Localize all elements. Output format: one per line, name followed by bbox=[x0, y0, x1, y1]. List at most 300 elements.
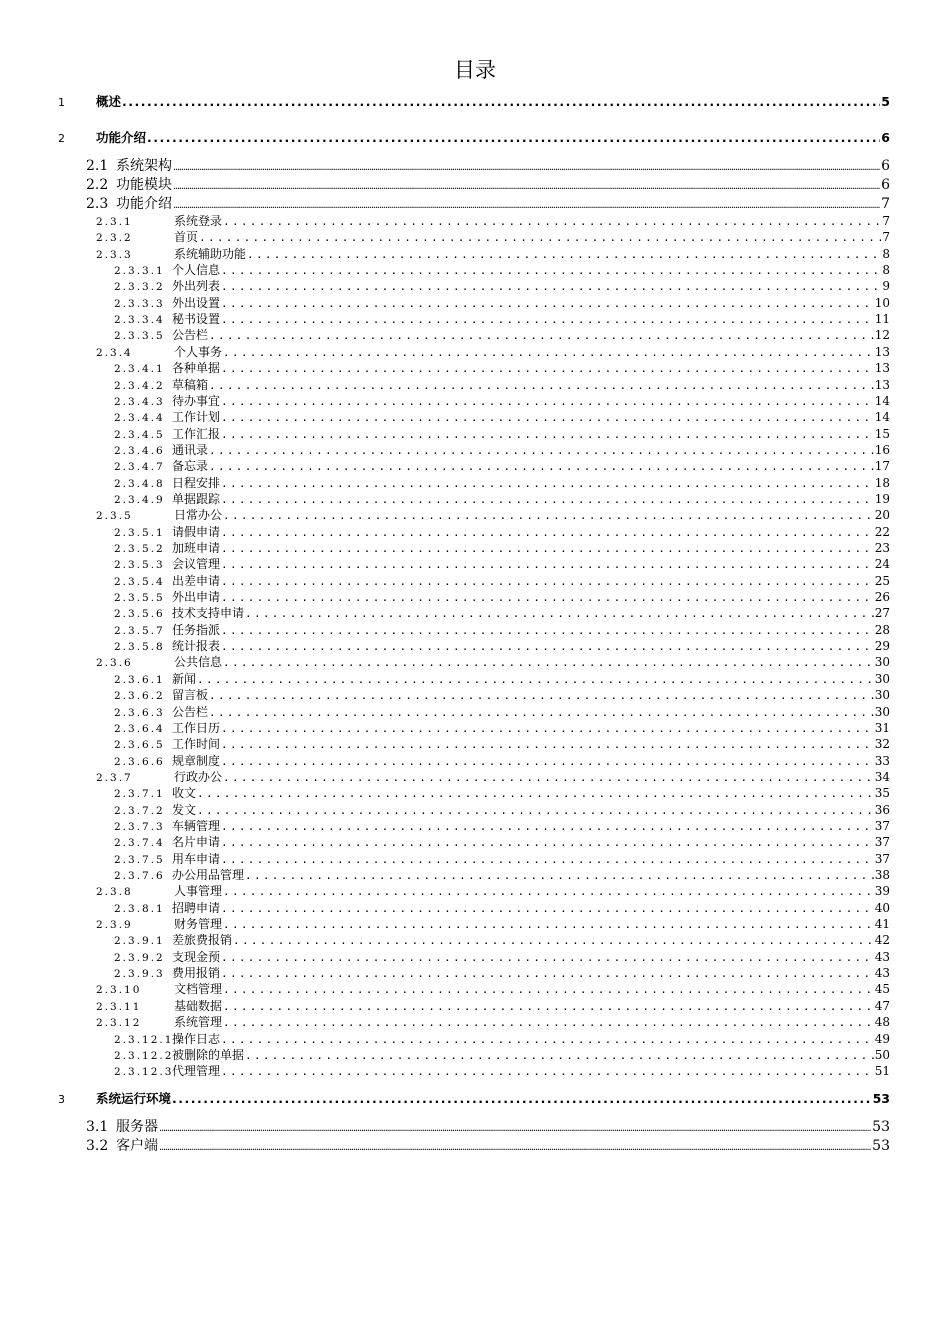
toc-entry-page-number: 14 bbox=[874, 410, 890, 425]
toc-entry[interactable] bbox=[96, 768, 890, 784]
toc-entry[interactable] bbox=[114, 539, 890, 555]
toc-dot-leader bbox=[221, 477, 874, 490]
toc-dot-leader bbox=[221, 395, 874, 408]
toc-dot-leader bbox=[221, 297, 874, 310]
toc-entry-label: 单据跟踪 bbox=[172, 491, 221, 506]
toc-entry-page-number: 49 bbox=[874, 1031, 890, 1046]
toc-entry[interactable] bbox=[114, 376, 890, 392]
toc-dot-leader bbox=[197, 787, 874, 800]
toc-entry-label: 外出列表 bbox=[172, 279, 221, 294]
toc-dot-leader bbox=[221, 836, 874, 849]
toc-entry-page-number: 23 bbox=[874, 541, 890, 555]
toc-entry-label: 概述 bbox=[96, 94, 122, 109]
toc-entry[interactable] bbox=[114, 850, 890, 866]
toc-entry-label: 功能模块 bbox=[116, 177, 172, 193]
toc-entry-page-number: 16 bbox=[874, 442, 890, 457]
toc-entry[interactable] bbox=[114, 833, 890, 849]
toc-entry-page-number: 29 bbox=[874, 639, 890, 654]
toc-entry-page-number: 7 bbox=[882, 214, 890, 228]
toc-entry-page-number: 53 bbox=[872, 1091, 890, 1106]
toc-entry-page-number: 5 bbox=[881, 94, 890, 109]
toc-entry-number: 2.3.7.1 bbox=[114, 788, 165, 801]
toc-entry[interactable] bbox=[96, 915, 890, 931]
toc-dot-leader bbox=[223, 346, 874, 359]
toc-entry-number: 2.3.7.3 bbox=[114, 820, 165, 833]
toc-entry[interactable] bbox=[114, 310, 890, 326]
toc-entry-label: 公告栏 bbox=[172, 328, 209, 343]
toc-entry-page-number: 20 bbox=[874, 508, 890, 523]
toc-entry-number: 2.3.9 bbox=[96, 919, 133, 932]
toc-entry-page-number: 19 bbox=[874, 491, 890, 506]
toc-entry-number: 2.3.4.4 bbox=[114, 412, 165, 425]
toc-dot-leader bbox=[221, 575, 874, 588]
toc-entry-page-number: 13 bbox=[874, 344, 890, 359]
toc-dot-leader bbox=[221, 280, 881, 293]
toc-entry[interactable] bbox=[114, 490, 890, 506]
toc-entry-number: 2.3.3 bbox=[96, 248, 133, 261]
toc-entry[interactable] bbox=[114, 931, 890, 947]
toc-entry[interactable] bbox=[114, 752, 890, 768]
toc-entry-page-number: 31 bbox=[874, 720, 890, 735]
toc-entry-label: 个人事务 bbox=[174, 344, 223, 359]
toc-entry-number: 2.3.2 bbox=[96, 232, 133, 245]
toc-dot-leader bbox=[173, 162, 880, 173]
toc-entry-label: 个人信息 bbox=[172, 263, 221, 278]
toc-entry-label: 技术支持申请 bbox=[172, 606, 245, 621]
toc-entry-number: 3 bbox=[58, 1093, 65, 1106]
toc-dot-leader bbox=[221, 902, 874, 915]
toc-entry-page-number: 25 bbox=[874, 573, 890, 588]
toc-entry[interactable] bbox=[96, 997, 890, 1013]
toc-entry-page-number: 50 bbox=[874, 1047, 890, 1062]
toc-entry[interactable] bbox=[114, 425, 890, 441]
toc-entry[interactable] bbox=[96, 212, 890, 228]
toc-entry-label: 备忘录 bbox=[172, 459, 209, 474]
toc-entry-label: 任务指派 bbox=[172, 622, 221, 637]
toc-entry-number: 2.3.4.9 bbox=[114, 493, 165, 506]
toc-entry-page-number: 7 bbox=[881, 196, 890, 212]
toc-entry-label: 规章制度 bbox=[172, 753, 221, 768]
toc-entry-page-number: 22 bbox=[874, 524, 890, 539]
toc-entry-number: 2.3.6.6 bbox=[114, 755, 165, 768]
toc-dot-leader bbox=[221, 640, 874, 653]
toc-entry-label: 办公用品管理 bbox=[172, 868, 245, 882]
toc-entry-page-number: 37 bbox=[874, 818, 890, 833]
toc-entry[interactable] bbox=[114, 899, 890, 915]
toc-entry[interactable] bbox=[114, 474, 890, 490]
toc-entry-label: 代理管理 bbox=[172, 1064, 221, 1079]
toc-entry-number: 2.3.7.2 bbox=[114, 804, 165, 817]
toc-entry-page-number: 24 bbox=[874, 557, 890, 572]
toc-entry-label: 秘书设置 bbox=[172, 312, 221, 327]
toc-entry-number: 2.3.5.1 bbox=[114, 526, 165, 539]
toc-entry-number: 2.3.3.3 bbox=[114, 297, 165, 310]
toc-entry-page-number: 13 bbox=[874, 377, 890, 392]
toc-entry[interactable] bbox=[96, 506, 890, 522]
toc-entry-label: 发文 bbox=[172, 802, 197, 817]
toc-entry-label: 工作汇报 bbox=[172, 426, 221, 441]
toc-entry-label: 车辆管理 bbox=[172, 818, 221, 833]
toc-entry-number: 2.3.12.1 bbox=[114, 1033, 174, 1046]
toc-entry-number: 2.3.5.6 bbox=[114, 608, 165, 621]
toc-entry-page-number: 53 bbox=[872, 1119, 890, 1135]
toc-entry-page-number: 36 bbox=[874, 802, 890, 817]
toc-entry[interactable] bbox=[86, 1135, 890, 1154]
toc-dot-leader bbox=[221, 526, 874, 539]
toc-dot-leader bbox=[221, 313, 874, 326]
toc-entry-page-number: 40 bbox=[874, 900, 890, 915]
toc-entry-label: 名片申请 bbox=[172, 835, 221, 850]
toc-entry-number: 2.3 bbox=[86, 196, 109, 212]
toc-entry[interactable] bbox=[114, 719, 890, 735]
toc-dot-leader bbox=[223, 983, 874, 996]
toc-entry-label: 财务管理 bbox=[174, 917, 223, 932]
toc-entry[interactable] bbox=[86, 193, 890, 212]
toc-entry-label: 客户端 bbox=[116, 1138, 158, 1154]
toc-entry-label: 日常办公 bbox=[174, 508, 223, 523]
toc-entry-label: 各种单据 bbox=[172, 361, 221, 376]
toc-dot-leader bbox=[209, 444, 874, 457]
toc-entry-number: 2.3.3.2 bbox=[114, 281, 165, 294]
toc-entry[interactable] bbox=[114, 572, 890, 588]
toc-dot-leader bbox=[221, 738, 874, 751]
toc-entry-label: 系统架构 bbox=[116, 158, 172, 174]
toc-entry-page-number: 38 bbox=[874, 868, 890, 882]
toc-entry[interactable] bbox=[114, 1062, 890, 1078]
toc-entry-number: 2.3.9.2 bbox=[114, 951, 165, 964]
toc-entry-label: 服务器 bbox=[116, 1119, 158, 1135]
toc-dot-leader bbox=[245, 1049, 874, 1062]
toc-entry-page-number: 33 bbox=[874, 753, 890, 768]
toc-entry-label: 招聘申请 bbox=[172, 900, 221, 915]
toc-dot-leader bbox=[159, 1123, 871, 1134]
toc-entry[interactable] bbox=[114, 604, 890, 620]
toc-entry-page-number: 18 bbox=[874, 475, 890, 490]
toc-dot-leader bbox=[209, 329, 874, 342]
toc-entry-page-number: 34 bbox=[874, 769, 890, 784]
toc-entry[interactable] bbox=[114, 637, 890, 653]
toc-entry[interactable] bbox=[58, 128, 890, 146]
toc-entry-label: 收文 bbox=[172, 786, 197, 801]
toc-entry-number: 2.3.4.3 bbox=[114, 395, 165, 408]
toc-entry-number: 2.3.7.4 bbox=[114, 837, 165, 850]
toc-entry[interactable] bbox=[96, 228, 890, 244]
toc-entry-page-number: 9 bbox=[882, 279, 890, 294]
toc-entry[interactable] bbox=[86, 1116, 890, 1135]
toc-entry-number: 2.3.4.1 bbox=[114, 363, 165, 376]
toc-dot-leader bbox=[221, 411, 874, 424]
toc-entry-number: 3.2 bbox=[86, 1138, 109, 1154]
toc-entry[interactable] bbox=[114, 1046, 890, 1062]
toc-dot-leader bbox=[147, 130, 880, 145]
toc-dot-leader bbox=[159, 1142, 871, 1153]
toc-entry-page-number: 30 bbox=[874, 671, 890, 686]
toc-entry-label: 公告栏 bbox=[172, 704, 209, 719]
toc-dot-leader bbox=[223, 1000, 874, 1013]
toc-dot-leader bbox=[197, 804, 874, 817]
toc-entry-number: 1 bbox=[58, 96, 65, 109]
toc-entry[interactable] bbox=[114, 457, 890, 473]
toc-dot-leader bbox=[221, 264, 881, 277]
toc-entry[interactable] bbox=[114, 523, 890, 539]
toc-entry[interactable] bbox=[114, 866, 890, 882]
toc-entry-label: 留言板 bbox=[172, 688, 209, 703]
toc-entry-page-number: 13 bbox=[874, 361, 890, 376]
toc-dot-leader bbox=[173, 181, 880, 192]
toc-entry-number: 2.3.6 bbox=[96, 657, 133, 670]
toc-entry-label: 文档管理 bbox=[174, 982, 223, 997]
toc-entry[interactable] bbox=[114, 670, 890, 686]
toc-entry-number: 2.3.7.6 bbox=[114, 870, 165, 882]
toc-entry-label: 系统运行环境 bbox=[96, 1091, 172, 1106]
toc-dot-leader bbox=[221, 853, 874, 866]
toc-entry-number: 2.3.8 bbox=[96, 886, 133, 899]
toc-dot-leader bbox=[223, 771, 874, 784]
toc-entry[interactable] bbox=[114, 294, 890, 310]
toc-entry[interactable] bbox=[96, 980, 890, 996]
toc-entry-label: 操作日志 bbox=[172, 1031, 221, 1046]
toc-entry-page-number: 15 bbox=[874, 426, 890, 441]
toc-entry-label: 费用报销 bbox=[172, 966, 221, 981]
toc-entry-number: 2.3.6.1 bbox=[114, 673, 165, 686]
toc-dot-leader bbox=[233, 934, 874, 947]
toc-entry-number: 2.3.11 bbox=[96, 1000, 142, 1013]
toc-entry-label: 草稿箱 bbox=[172, 377, 209, 392]
toc-entry-label: 请假申请 bbox=[172, 524, 221, 539]
toc-entry[interactable] bbox=[58, 92, 890, 110]
toc-entry[interactable] bbox=[114, 801, 890, 817]
toc-entry-number: 2.3.8.1 bbox=[114, 902, 165, 915]
toc-entry-page-number: 30 bbox=[874, 655, 890, 670]
toc-dot-leader bbox=[221, 722, 874, 735]
toc-entry-label: 系统登录 bbox=[174, 214, 223, 228]
toc-dot-leader bbox=[223, 215, 881, 228]
toc-entry-page-number: 37 bbox=[874, 835, 890, 850]
toc-entry[interactable] bbox=[86, 155, 890, 174]
toc-dot-leader bbox=[247, 248, 881, 261]
toc-dot-leader bbox=[221, 1033, 874, 1046]
toc-entry-label: 系统管理 bbox=[174, 1015, 223, 1030]
toc-entry[interactable] bbox=[114, 1030, 890, 1046]
toc-entry-label: 被删除的单据 bbox=[172, 1047, 245, 1062]
toc-entry-number: 2.3.3.5 bbox=[114, 330, 165, 343]
toc-dot-leader bbox=[122, 94, 880, 109]
toc-entry-page-number: 42 bbox=[874, 933, 890, 948]
toc-dot-leader bbox=[172, 1091, 872, 1106]
toc-entry-label: 工作计划 bbox=[172, 410, 221, 425]
toc-entry-page-number: 6 bbox=[881, 130, 890, 145]
toc-entry-label: 加班申请 bbox=[172, 541, 221, 555]
toc-entry-label: 待办事宜 bbox=[172, 393, 221, 408]
toc-entry[interactable] bbox=[58, 1089, 890, 1107]
toc-entry-label: 功能介绍 bbox=[96, 130, 147, 145]
toc-entry-number: 2.3.5.4 bbox=[114, 575, 165, 588]
toc-entry-number: 2.1 bbox=[86, 158, 109, 174]
toc-dot-leader bbox=[209, 379, 874, 392]
toc-dot-leader bbox=[221, 755, 874, 768]
toc-entry-label: 差旅费报销 bbox=[172, 933, 233, 948]
toc-entry[interactable] bbox=[114, 703, 890, 719]
toc-entry-number: 2.3.4.6 bbox=[114, 444, 165, 457]
toc-entry-number: 2.3.3.1 bbox=[114, 265, 165, 278]
toc-entry-number: 2.3.12 bbox=[96, 1017, 142, 1030]
toc-dot-leader bbox=[221, 624, 874, 637]
toc-entry-label: 外出设置 bbox=[172, 295, 221, 310]
toc-entry-number: 2.3.12.2 bbox=[114, 1049, 174, 1062]
toc-dot-leader bbox=[223, 1016, 874, 1029]
toc-entry-page-number: 30 bbox=[874, 704, 890, 719]
toc-entry-number: 2.3.12.3 bbox=[114, 1066, 174, 1079]
toc-entry-label: 新闻 bbox=[172, 671, 197, 686]
toc-entry-number: 2.3.6.3 bbox=[114, 706, 165, 719]
toc-entry-number: 2.3.5.2 bbox=[114, 543, 165, 555]
toc-entry[interactable] bbox=[114, 621, 890, 637]
toc-entry[interactable] bbox=[114, 948, 890, 964]
toc-entry-page-number: 17 bbox=[874, 459, 890, 474]
toc-entry-number: 2.3.4.8 bbox=[114, 477, 165, 490]
toc-dot-leader bbox=[221, 951, 874, 964]
toc-entry[interactable] bbox=[114, 817, 890, 833]
toc-entry-page-number: 14 bbox=[874, 393, 890, 408]
toc-entry-page-number: 26 bbox=[874, 590, 890, 605]
toc-dot-leader bbox=[221, 967, 874, 980]
toc-entry-label: 通讯录 bbox=[172, 442, 209, 457]
toc-entry-number: 2.3.4.5 bbox=[114, 428, 165, 441]
toc-entry-label: 外出申请 bbox=[172, 590, 221, 605]
toc-entry-number: 2.3.6.5 bbox=[114, 739, 165, 752]
toc-entry-page-number: 37 bbox=[874, 851, 890, 866]
toc-dot-leader bbox=[221, 1065, 874, 1078]
toc-entry[interactable] bbox=[114, 359, 890, 375]
toc-entry-number: 2.3.7.5 bbox=[114, 853, 165, 866]
toc-entry[interactable] bbox=[114, 326, 890, 342]
toc-entry-number: 2.3.4.2 bbox=[114, 379, 165, 392]
toc-entry-number: 2.3.5.8 bbox=[114, 641, 165, 654]
toc-dot-leader bbox=[223, 885, 874, 898]
toc-entry-number: 2 bbox=[58, 132, 65, 145]
toc-entry-label: 工作日历 bbox=[172, 720, 221, 735]
toc-entry-label: 公共信息 bbox=[174, 655, 223, 670]
toc-entry-number: 2.3.5.3 bbox=[114, 559, 165, 572]
toc-entry[interactable] bbox=[96, 245, 890, 261]
toc-entry-page-number: 8 bbox=[882, 246, 890, 261]
toc-entry-page-number: 7 bbox=[882, 230, 890, 245]
toc-dot-leader bbox=[221, 428, 874, 441]
toc-entry-number: 2.3.5.5 bbox=[114, 592, 165, 605]
toc-entry[interactable] bbox=[114, 735, 890, 751]
toc-dot-leader bbox=[221, 820, 874, 833]
toc-entry-page-number: 53 bbox=[872, 1138, 890, 1154]
toc-entry-number: 3.1 bbox=[86, 1119, 109, 1135]
toc-entry-page-number: 10 bbox=[874, 295, 890, 310]
toc-dot-leader bbox=[199, 231, 881, 244]
toc-entry-number: 2.3.1 bbox=[96, 216, 133, 228]
toc-entry-label: 出差申请 bbox=[172, 573, 221, 588]
toc-entry-number: 2.3.5.7 bbox=[114, 624, 165, 637]
toc-entry-page-number: 32 bbox=[874, 737, 890, 752]
toc-entry-label: 工作时间 bbox=[172, 737, 221, 752]
toc-dot-leader bbox=[221, 493, 874, 506]
toc-dot-leader bbox=[223, 918, 874, 931]
toc-entry-number: 2.3.10 bbox=[96, 984, 142, 997]
toc-dot-leader bbox=[221, 558, 874, 571]
toc-entry-page-number: 45 bbox=[874, 982, 890, 997]
toc-entry-page-number: 43 bbox=[874, 966, 890, 981]
toc-entry-page-number: 43 bbox=[874, 949, 890, 964]
toc-entry-page-number: 41 bbox=[874, 917, 890, 932]
toc-dot-leader bbox=[223, 656, 874, 669]
toc-entry[interactable] bbox=[114, 964, 890, 980]
toc-dot-leader bbox=[173, 200, 880, 211]
toc-entry-label: 用车申请 bbox=[172, 851, 221, 866]
toc-entry-number: 2.3.6.4 bbox=[114, 722, 165, 735]
toc-entry-label: 系统辅助功能 bbox=[174, 246, 247, 261]
toc-dot-leader bbox=[209, 706, 874, 719]
toc-entry[interactable] bbox=[114, 392, 890, 408]
toc-dot-leader bbox=[221, 362, 874, 375]
toc-entry[interactable] bbox=[96, 1013, 890, 1029]
toc-entry-label: 日程安排 bbox=[172, 475, 221, 490]
toc-entry-page-number: 6 bbox=[881, 158, 890, 174]
toc-entry-page-number: 30 bbox=[874, 688, 890, 703]
toc-dot-leader bbox=[209, 689, 874, 702]
toc-entry[interactable] bbox=[114, 408, 890, 424]
toc-dot-leader bbox=[209, 460, 874, 473]
toc-entry-number: 2.3.6.2 bbox=[114, 690, 165, 703]
toc-entry-label: 基础数据 bbox=[174, 998, 223, 1013]
toc-entry[interactable] bbox=[114, 784, 890, 800]
toc-entry-number: 2.3.4.7 bbox=[114, 461, 165, 474]
toc-entry[interactable] bbox=[114, 686, 890, 702]
toc-entry-page-number: 47 bbox=[874, 998, 890, 1013]
toc-entry-label: 会议管理 bbox=[172, 557, 221, 572]
toc-entry-page-number: 35 bbox=[874, 786, 890, 801]
toc-entry[interactable] bbox=[86, 174, 890, 193]
toc-entry-label: 人事管理 bbox=[174, 884, 223, 899]
toc-entry[interactable] bbox=[114, 277, 890, 293]
toc-entry-number: 2.3.9.3 bbox=[114, 968, 165, 981]
toc-dot-leader bbox=[197, 673, 874, 686]
toc-dot-leader bbox=[245, 869, 874, 882]
toc-entry-label: 行政办公 bbox=[174, 769, 223, 784]
toc-entry-page-number: 27 bbox=[874, 606, 890, 621]
toc-entry[interactable] bbox=[114, 441, 890, 457]
toc-entry-number: 2.2 bbox=[86, 177, 109, 193]
toc-entry-number: 2.3.9.1 bbox=[114, 935, 165, 948]
toc-entry-number: 2.3.5 bbox=[96, 510, 133, 523]
toc-dot-leader bbox=[223, 509, 874, 522]
toc-entry[interactable] bbox=[114, 588, 890, 604]
toc-entry-page-number: 12 bbox=[874, 328, 890, 343]
toc-entry-label: 功能介绍 bbox=[116, 196, 172, 212]
toc-dot-leader bbox=[245, 607, 874, 620]
toc-entry[interactable] bbox=[96, 882, 890, 898]
toc-entry-label: 首页 bbox=[174, 230, 199, 245]
toc-entry[interactable] bbox=[96, 653, 890, 669]
toc-entry[interactable] bbox=[96, 343, 890, 359]
toc-entry-page-number: 8 bbox=[882, 263, 890, 278]
toc-title: 目录 bbox=[454, 58, 496, 82]
toc-entry[interactable] bbox=[114, 261, 890, 277]
toc-entry-page-number: 39 bbox=[874, 884, 890, 899]
toc-entry-label: 统计报表 bbox=[172, 639, 221, 654]
toc-entry[interactable] bbox=[114, 555, 890, 571]
toc-entry-page-number: 51 bbox=[874, 1064, 890, 1079]
toc-entry-page-number: 48 bbox=[874, 1015, 890, 1030]
toc-entry-number: 2.3.7 bbox=[96, 771, 133, 784]
toc-entry-number: 2.3.4 bbox=[96, 346, 133, 359]
toc-entry-label: 支现金预 bbox=[172, 949, 221, 964]
